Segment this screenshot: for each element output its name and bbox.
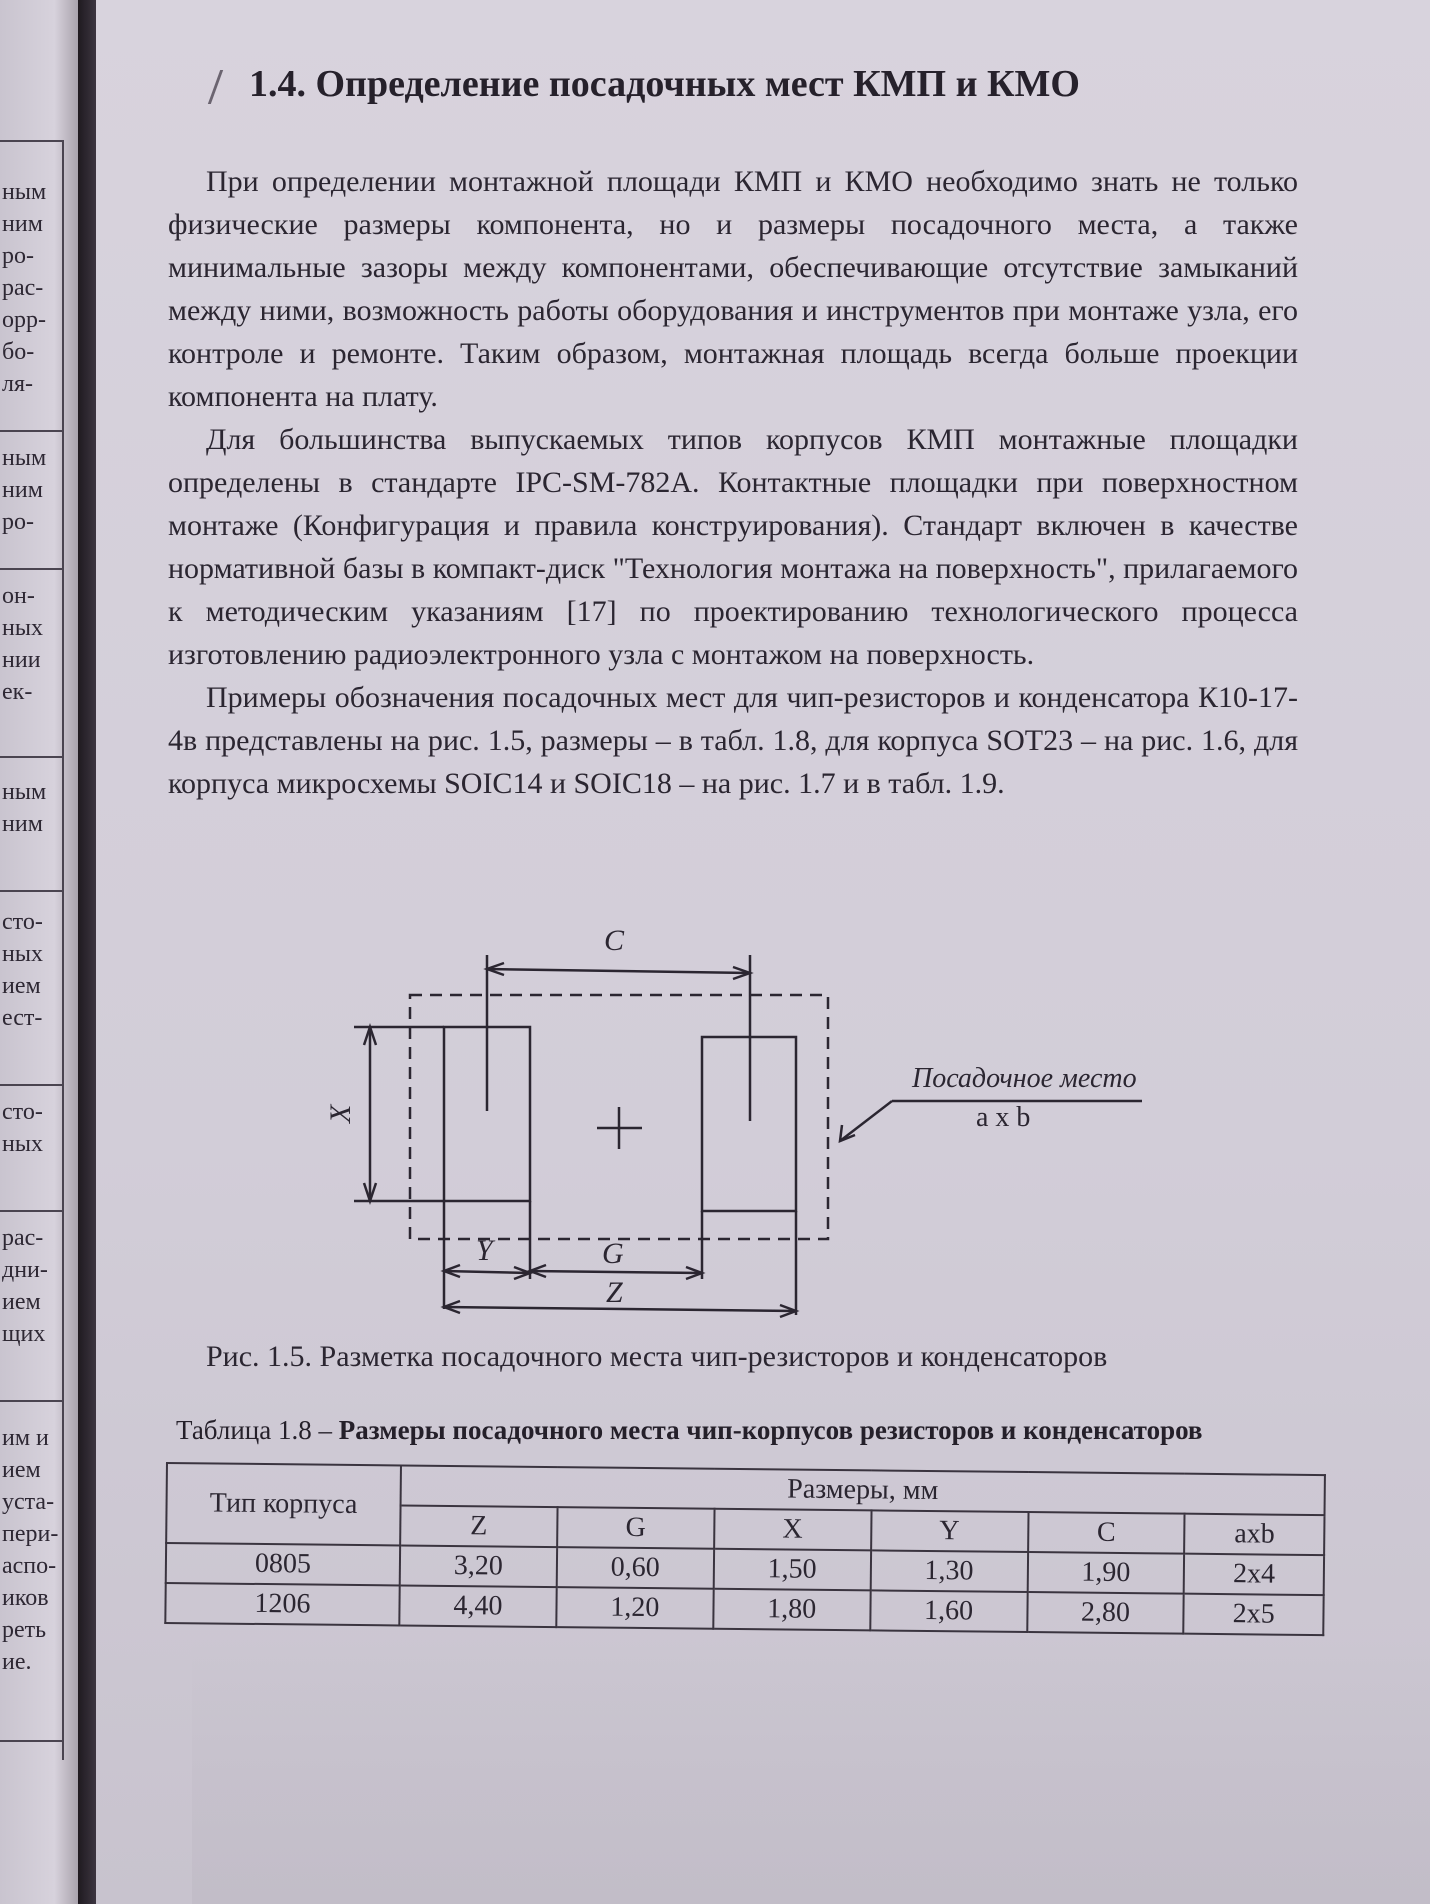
left-page-edge: [0, 0, 78, 1904]
section-heading: [214, 62, 1314, 106]
left-page-fragment: бо-: [2, 339, 35, 365]
body-text: [168, 160, 1298, 805]
row-type: 0805: [166, 1543, 400, 1585]
left-page-border: [62, 140, 64, 1760]
left-page-fragment: ек-: [2, 679, 33, 705]
left-page-fragment: ием: [2, 973, 41, 999]
left-page-fragment: сто-: [2, 1099, 43, 1125]
book-page: [96, 0, 1430, 1904]
dim-c-line: [487, 969, 750, 973]
label-c: C: [604, 924, 625, 957]
left-page-table-rule: [0, 568, 62, 570]
table-cell: 2x4: [1184, 1554, 1324, 1595]
label-g: G: [602, 1237, 624, 1270]
table-title-prefix: Таблица 1.8 –: [176, 1415, 339, 1445]
paragraph-2: Для большинства выпускаемых типов корпусов КМП монтажные площадки определены в стандарте IPC-SM-782A. Контактные площадки при поверхностном монтаже (Конфигурация и правила конструирования). Стандарт включен в качестве нормативной базы в компакт-диск "Технология монтажа на поверхность", прилагаемого к методическим указаниям [17] по проектированию технологического процесса изготовлению радиоэлектронного узла с монтажом на поверхность.: [168, 423, 1298, 671]
left-page-fragment: им и: [2, 1425, 49, 1451]
figure-caption: Рис. 1.5. Разметка посадочного места чип-резисторов и конденсаторов: [206, 1340, 1108, 1373]
row-type: 1206: [165, 1583, 399, 1625]
callout-dimensions: a x b: [976, 1102, 1031, 1133]
column-header: X: [714, 1509, 871, 1551]
paragraph-3: Примеры обозначения посадочных мест для чип-резисторов и конденсатора К10-17-4в представлены на рис. 1.5, размеры – в табл. 1.8, для корпуса SOT23 – на рис. 1.6, для корпуса микросхемы SOIC14 и SOIC18 – на рис. 1.7 и в табл. 1.9.: [168, 681, 1298, 800]
left-page-fragment: ием: [2, 1289, 41, 1315]
table-cell: 2x5: [1184, 1594, 1324, 1635]
margin-mark-icon: [208, 70, 245, 104]
left-page-fragment: аспо-: [2, 1553, 57, 1579]
left-page-fragment: орр-: [2, 307, 46, 333]
callout-leader-diag: [840, 1101, 892, 1141]
column-header: G: [557, 1507, 714, 1549]
page-bottom-shade: [192, 1640, 1430, 1904]
table-cell: 2,80: [1027, 1592, 1184, 1634]
figure-land-pattern: [242, 915, 1142, 1335]
left-page-table-rule: [0, 430, 62, 432]
table-header-row-1: [167, 1463, 1325, 1515]
table-title: [176, 1415, 1326, 1446]
table-cell: 0,60: [557, 1547, 714, 1589]
label-z: Z: [606, 1276, 623, 1309]
left-page-fragment: ним: [2, 477, 43, 503]
left-page-fragment: щих: [2, 1321, 46, 1347]
left-page-table-rule: [0, 756, 62, 758]
left-page-fragment: ных: [2, 615, 43, 641]
column-header: C: [1028, 1512, 1185, 1554]
type-header: Тип корпуса: [166, 1463, 401, 1545]
callout-text: Посадочное место: [912, 1063, 1137, 1094]
left-page-table-rule: [0, 1400, 62, 1402]
left-page-fragment: ним: [2, 211, 43, 237]
dimensions-table: [164, 1462, 1326, 1636]
label-x: X: [324, 1104, 357, 1123]
left-page-fragment: сто-: [2, 909, 43, 935]
left-page-fragment: ных: [2, 1131, 43, 1157]
dim-y-line: [444, 1271, 530, 1273]
left-page-fragment: ием: [2, 1457, 41, 1483]
paragraph-1: При определении монтажной площади КМП и КМО необходимо знать не только физические размеры компонента, но и размеры посадочного места, а также минимальные зазоры между компонентами, обеспечивающие отсутствие замыканий между ними, возможность работы оборудования и инструментов при монтаже узла, его контроле и ремонте. Таким образом, монтажная площадь всегда больше проекции компонента на плату.: [168, 165, 1298, 413]
table-cell: 1,60: [870, 1590, 1027, 1632]
table-cell: 1,80: [713, 1589, 870, 1631]
left-page-fragment: реть: [2, 1617, 47, 1643]
left-page-fragment: уста-: [2, 1489, 55, 1515]
left-page-fragment: иков: [2, 1585, 49, 1611]
group-header: Размеры, мм: [401, 1465, 1325, 1515]
left-page-fragment: ест-: [2, 1005, 43, 1031]
column-header: axb: [1185, 1514, 1325, 1555]
land-pattern-diagram: [242, 915, 1142, 1335]
left-page-fragment: рас-: [2, 275, 44, 301]
table-title-bold: Размеры посадочного места чип-корпусов резисторов и конденсаторов: [338, 1415, 1203, 1445]
left-page-table-rule: [0, 1210, 62, 1212]
left-page-table-rule: [0, 1084, 62, 1086]
column-header: Y: [871, 1510, 1028, 1552]
left-page-fragment: ным: [2, 779, 47, 805]
book-gutter: [78, 0, 96, 1904]
dim-g-line: [530, 1271, 702, 1273]
table-cell: 1,20: [556, 1587, 713, 1629]
left-page-fragment: ро-: [2, 243, 34, 269]
left-page-fragment: ным: [2, 445, 47, 471]
left-page-table-rule: [0, 1740, 62, 1742]
label-y: Y: [476, 1234, 493, 1267]
left-page-fragment: ие.: [2, 1649, 32, 1675]
left-page-fragment: дни-: [2, 1257, 48, 1283]
left-page-table-rule: [0, 890, 62, 892]
table-cell: 1,90: [1027, 1552, 1184, 1594]
column-header: Z: [400, 1505, 557, 1547]
left-page-fragment: пери-: [2, 1521, 59, 1547]
left-page-table-rule: [0, 140, 62, 142]
left-page-fragment: ных: [2, 941, 43, 967]
left-page-fragment: он-: [2, 583, 35, 609]
left-page-fragment: ля-: [2, 371, 34, 397]
section-heading-text: 1.4. Определение посадочных мест КМП и КМО: [249, 63, 1080, 105]
table-cell: 1,30: [870, 1550, 1027, 1592]
table-cell: 4,40: [399, 1585, 556, 1627]
table-cell: 1,50: [713, 1549, 870, 1591]
table-cell: 3,20: [400, 1545, 557, 1587]
left-page-fragment: ро-: [2, 509, 34, 535]
left-page-fragment: рас-: [2, 1225, 44, 1251]
left-page-fragment: ным: [2, 179, 47, 205]
left-page-fragment: нии: [2, 647, 41, 673]
left-page-fragment: ним: [2, 811, 43, 837]
